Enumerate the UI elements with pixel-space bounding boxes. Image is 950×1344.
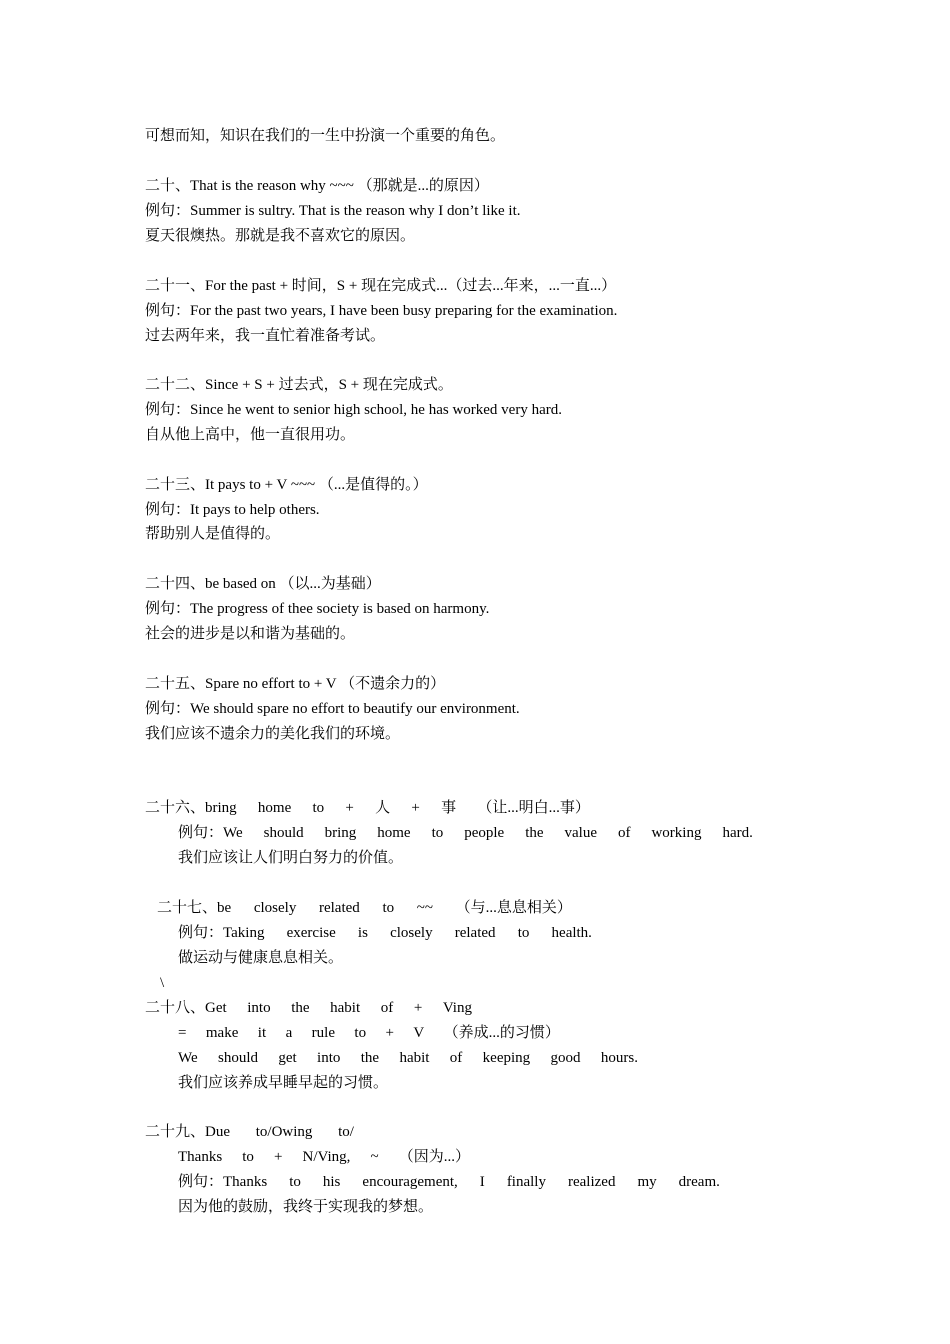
- section-29-example: 例句：Thanks to his encouragement, I finally realized my dream.: [178, 1174, 720, 1190]
- section-25-title: 二十五、Spare no effort to + V （不遗余力的）: [145, 676, 446, 692]
- section-26-example: 例句：We should bring home to people the value of working hard.: [178, 825, 753, 841]
- section-20-title: 二十、That is the reason why ~~~ （那就是...的原因）: [145, 178, 489, 194]
- section-26-title: 二十六、bring home to + 人 + 事 （让...明白...事）: [145, 800, 590, 816]
- section-27-example: 例句：Taking exercise is closely related to health.: [178, 925, 592, 941]
- stray-backslash: \: [160, 975, 165, 991]
- section-21-title: 二十一、For the past + 时间，S + 现在完成式...（过去...年来，...一直...）: [145, 278, 617, 294]
- section-24-title: 二十四、be based on （以...为基础）: [145, 576, 381, 592]
- section-28-alt: = make it a rule to + V （养成...的习惯）: [178, 1025, 560, 1041]
- section-21-translation: 过去两年来，我一直忙着准备考试。: [145, 328, 386, 344]
- section-29-alt: Thanks to + N/Ving, ~ （因为...）: [178, 1149, 470, 1165]
- section-29-translation: 因为他的鼓励，我终于实现我的梦想。: [178, 1199, 434, 1215]
- section-22-example: 例句：Since he went to senior high school, he has worked very hard.: [145, 402, 562, 418]
- section-24-example: 例句：The progress of thee society is based on harmony.: [145, 601, 490, 617]
- section-23-translation: 帮助别人是值得的。: [145, 526, 281, 542]
- section-28-translation: 我们应该养成早睡早起的习惯。: [178, 1075, 389, 1091]
- section-29-title: 二十九、Due to/Owing to/: [145, 1124, 354, 1140]
- section-23-title: 二十三、It pays to + V ~~~ （...是值得的。）: [145, 477, 428, 493]
- section-22-translation: 自从他上高中，他一直很用功。: [145, 427, 356, 443]
- section-27-title: 二十七、be closely related to ~~ （与...息息相关）: [157, 900, 572, 916]
- section-20-example: 例句：Summer is sultry. That is the reason why I don’t like it.: [145, 203, 521, 219]
- section-25-example: 例句：We should spare no effort to beautify our environment.: [145, 701, 520, 717]
- intro-text: 可想而知，知识在我们的一生中扮演一个重要的角色。: [145, 128, 506, 144]
- section-20-translation: 夏天很燠热。那就是我不喜欢它的原因。: [145, 228, 416, 244]
- section-22-title: 二十二、Since + S + 过去式，S + 现在完成式。: [145, 377, 453, 393]
- section-28-title: 二十八、Get into the habit of + Ving: [145, 1000, 472, 1016]
- section-27-translation: 做运动与健康息息相关。: [178, 950, 344, 966]
- section-28-example: We should get into the habit of keeping good hours.: [178, 1050, 638, 1066]
- section-25-translation: 我们应该不遗余力的美化我们的环境。: [145, 726, 401, 742]
- section-26-translation: 我们应该让人们明白努力的价值。: [178, 850, 404, 866]
- section-24-translation: 社会的进步是以和谐为基础的。: [145, 626, 356, 642]
- section-23-example: 例句：It pays to help others.: [145, 502, 320, 518]
- section-21-example: 例句：For the past two years, I have been busy preparing for the examination.: [145, 303, 618, 319]
